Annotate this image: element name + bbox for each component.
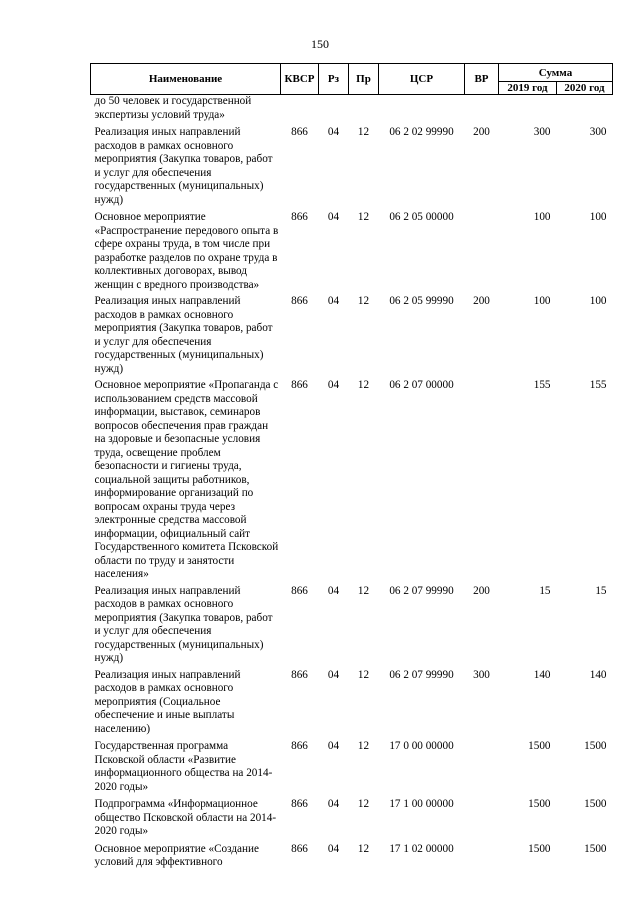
table-row	[91, 207, 613, 292]
table-row	[91, 666, 613, 737]
cell-kvsr: 866	[291, 126, 308, 138]
cell-pr: 12	[357, 842, 370, 855]
cell-sum-2019: 300	[533, 126, 551, 138]
cell-kvsr: 866	[291, 211, 308, 223]
table-row	[91, 794, 613, 839]
cell-vr	[465, 736, 499, 794]
cell-kvsr: 866	[291, 295, 308, 307]
cell-sum-2020: 1500	[584, 842, 607, 855]
cell-sum-2019: 100	[533, 295, 551, 307]
cell-vr	[465, 794, 499, 839]
cell-name: Основное мероприятие «Пропаганда с использованием средств массовой информации, выставок, семинаров вопросов обеспечения прав граждан на здоровые и безопасные условия труда, освещение проблем безопасности и гигиены труда, социальной защиты работников, информирование организаций по вопросам охраны труда через электронные средства массовой информации, официальный сайт Государственного комитета Псковской области по труду и занятости населения»	[94, 379, 279, 580]
cell-rz: 04	[327, 295, 340, 307]
cell-rz: 04	[327, 740, 340, 752]
cell-sum-2020: 1500	[584, 740, 607, 752]
table-row	[91, 95, 613, 123]
cell-csr: 06 2 07 99990	[389, 668, 454, 681]
budget-table	[90, 63, 613, 870]
cell-sum-2020: 15	[595, 584, 607, 597]
cell-rz: 04	[327, 126, 340, 138]
cell-sum-2019	[499, 95, 557, 123]
cell-pr: 12	[357, 740, 370, 752]
cell-pr	[349, 95, 379, 123]
cell-vr: 200	[473, 584, 490, 597]
cell-sum-2020: 140	[589, 668, 607, 681]
table-row	[91, 582, 613, 666]
cell-sum-2020: 100	[589, 211, 607, 223]
cell-rz: 04	[327, 842, 340, 855]
cell-sum-2019: 15	[539, 584, 551, 597]
cell-rz: 04	[327, 668, 340, 681]
cell-csr: 17 1 00 00000	[389, 798, 454, 810]
cell-sum-2020: 155	[589, 379, 607, 391]
table-header	[91, 64, 613, 95]
cell-csr: 17 1 02 00000	[389, 842, 454, 855]
cell-sum-2019: 1500	[528, 842, 551, 855]
cell-pr: 12	[357, 379, 370, 391]
cell-pr: 12	[357, 295, 370, 307]
cell-name: Реализация иных направлений расходов в рамках основного мероприятия (Закупка товаров, работ и услуг для обеспечения государственных (муниципальных) нужд)	[94, 126, 273, 206]
cell-pr: 12	[357, 211, 370, 223]
header-sum: Сумма	[499, 64, 613, 82]
table-body	[91, 95, 613, 870]
cell-vr	[465, 839, 499, 870]
cell-vr: 200	[473, 126, 490, 138]
header-rz: Рз	[319, 64, 349, 95]
cell-kvsr	[281, 95, 319, 123]
page-number: 150	[311, 37, 329, 51]
cell-name: Реализация иных направлений расходов в рамках основного мероприятия (Закупка товаров, работ и услуг для обеспечения государственных (муниципальных) нужд)	[94, 584, 273, 664]
cell-kvsr: 866	[291, 798, 308, 810]
cell-name: Основное мероприятие «Распространение передового опыта в сфере охраны труда, в том числе при разработке разделов по охране труда в коллективных договорах, вывод женщин с вредного производства»	[94, 211, 279, 291]
cell-rz: 04	[327, 798, 340, 810]
cell-kvsr: 866	[291, 668, 308, 681]
cell-rz: 04	[327, 584, 340, 597]
cell-name: Реализация иных направлений расходов в рамках основного мероприятия (Закупка товаров, работ и услуг для обеспечения государственных (муниципальных) нужд)	[94, 295, 273, 375]
cell-sum-2019: 100	[533, 211, 551, 223]
cell-csr: 06 2 05 99990	[389, 295, 454, 307]
cell-name: Государственная программа Псковской области «Развитие информационного общества на 2014-2020 годы»	[94, 740, 273, 793]
cell-rz	[319, 95, 349, 123]
cell-rz: 04	[327, 211, 340, 223]
cell-vr	[465, 95, 499, 123]
budget-table-container	[90, 63, 612, 870]
cell-vr	[465, 207, 499, 292]
cell-name: Реализация иных направлений расходов в рамках основного мероприятия (Социальное обеспечение и иные выплаты населению)	[94, 668, 241, 735]
cell-sum-2019: 1500	[528, 798, 551, 810]
cell-pr: 12	[357, 584, 370, 597]
cell-name: до 50 человек и государственной экспертизы условий труда»	[94, 95, 252, 121]
table-row	[91, 292, 613, 376]
cell-sum-2020: 1500	[584, 798, 607, 810]
cell-sum-2020: 100	[589, 295, 607, 307]
header-year-2020: 2020 год	[557, 82, 613, 95]
header-csr: ЦСР	[379, 64, 465, 95]
header-kvsr: КВСР	[281, 64, 319, 95]
cell-rz: 04	[327, 379, 340, 391]
header-pr: Пр	[349, 64, 379, 95]
cell-csr: 17 0 00 00000	[389, 740, 454, 752]
cell-csr	[379, 95, 465, 123]
cell-csr: 06 2 07 00000	[389, 379, 454, 391]
cell-sum-2019: 155	[533, 379, 551, 391]
cell-vr: 200	[473, 295, 490, 307]
cell-name: Основное мероприятие «Создание условий для эффективного	[94, 842, 259, 868]
cell-csr: 06 2 02 99990	[389, 126, 454, 138]
table-row	[91, 839, 613, 870]
cell-pr: 12	[357, 126, 370, 138]
table-row	[91, 122, 613, 207]
cell-pr: 12	[357, 798, 370, 810]
header-year-2019: 2019 год	[499, 82, 557, 95]
cell-sum-2019: 1500	[528, 740, 551, 752]
cell-kvsr: 866	[291, 740, 308, 752]
cell-kvsr: 866	[291, 584, 308, 597]
cell-csr: 06 2 07 99990	[389, 584, 454, 597]
cell-sum-2020: 300	[589, 126, 607, 138]
table-row	[91, 376, 613, 582]
cell-sum-2019: 140	[533, 668, 551, 681]
header-name: Наименование	[91, 64, 281, 95]
cell-vr	[465, 376, 499, 582]
cell-pr: 12	[357, 668, 370, 681]
cell-sum-2020	[557, 95, 613, 123]
cell-vr: 300	[473, 668, 490, 681]
cell-name: Подпрограмма «Информационное общество Псковской области на 2014-2020 годы»	[94, 798, 277, 837]
cell-kvsr: 866	[291, 842, 308, 855]
cell-csr: 06 2 05 00000	[389, 211, 454, 223]
cell-kvsr: 866	[291, 379, 308, 391]
table-row	[91, 736, 613, 794]
header-vr: ВР	[465, 64, 499, 95]
